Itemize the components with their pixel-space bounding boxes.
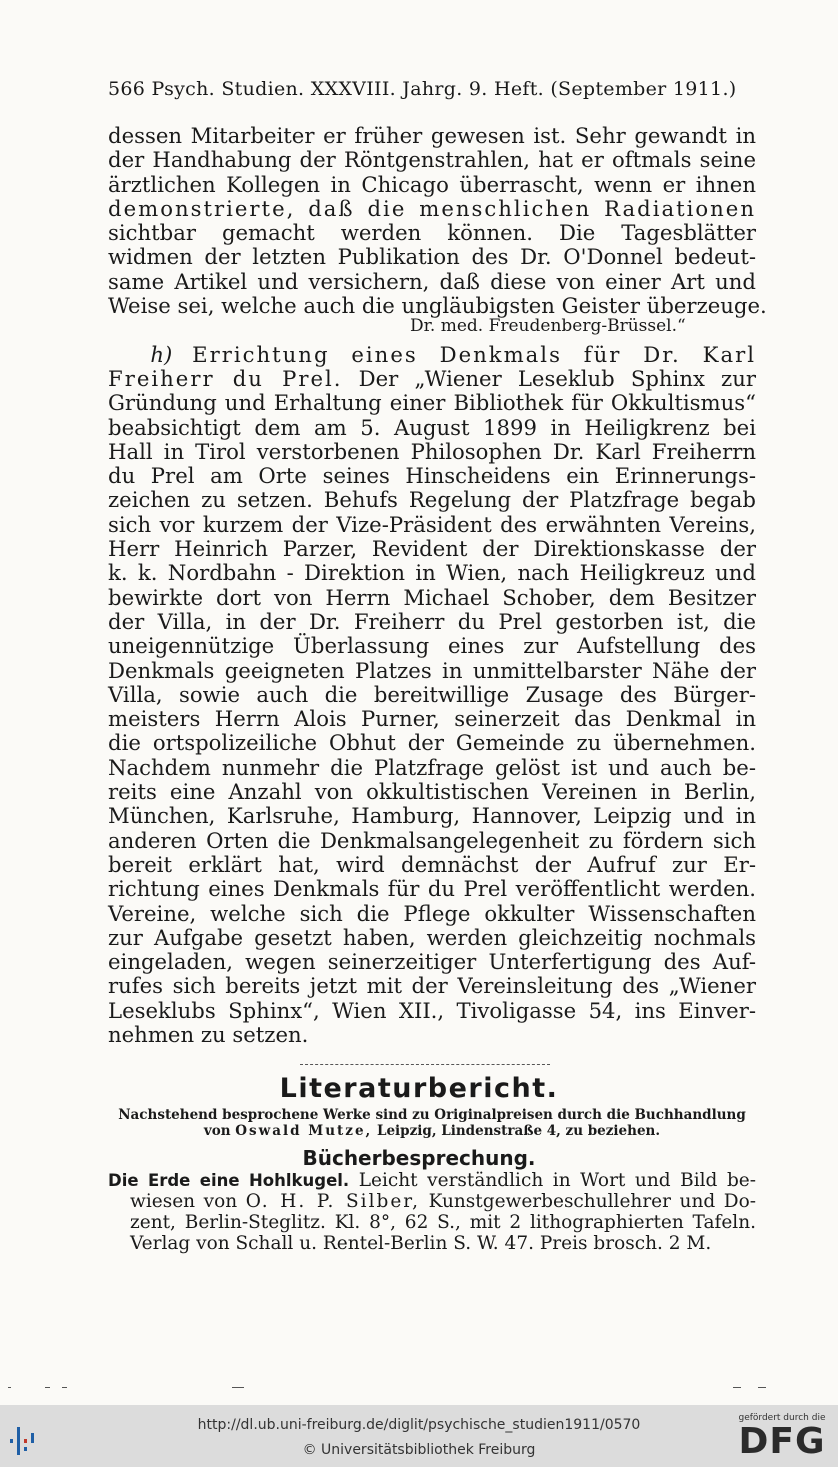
paragraph-heading: Errichtung eines Denkmals für Dr. Karl bbox=[192, 341, 756, 367]
text-line: same Artikel und versichern, daß diese von einer Art und bbox=[108, 268, 756, 294]
text-line: zeichen zu setzen. Behufs Regelung der Platzfrage begab bbox=[108, 487, 756, 513]
paragraph-heading-line bbox=[108, 343, 756, 367]
publisher-name: Oswald Mutze, bbox=[235, 1123, 373, 1139]
section-note-line bbox=[108, 1123, 756, 1139]
text-line: Leseklubs Sphinx“, Wien XII., Tivoligasse 54, ins Einver- bbox=[108, 997, 756, 1023]
dfg-wordmark: DFG bbox=[738, 1421, 826, 1462]
text-line: Herr Heinrich Parzer, Revident der Direktionskasse der bbox=[108, 536, 756, 562]
text-fragment: von bbox=[203, 1123, 231, 1139]
paragraph-label: h) bbox=[150, 341, 173, 367]
text-line: die ortspolizeiliche Obhut der Gemeinde zu übernehmen. bbox=[108, 730, 756, 756]
text-fragment: Kunstgewerbeschullehrer und Do- bbox=[428, 1191, 756, 1212]
text-line: reits eine Anzahl von okkultistischen Vereinen in Berlin, bbox=[108, 779, 756, 805]
text-fragment: Leipzig, Lindenstraße 4, zu beziehen. bbox=[376, 1123, 661, 1139]
text-line: der Handhabung der Röntgenstrahlen, hat er oftmals seine bbox=[108, 147, 756, 173]
heading-continuation: Freiherr du Prel. bbox=[108, 365, 343, 391]
text-line: Denkmals geeigneten Platzes in unmittelbarster Nähe der bbox=[108, 657, 756, 683]
text-line: demonstrierte, daß die menschlichen Radiationen bbox=[108, 195, 756, 221]
text-line: München, Karlsruhe, Hamburg, Hannover, Leipzig und in bbox=[108, 803, 756, 829]
text-line: der Villa, in der Dr. Freiherr du Prel gestorben ist, die bbox=[108, 608, 756, 634]
text-line: nehmen zu setzen. bbox=[108, 1021, 309, 1047]
review-line: Verlag von Schall u. Rentel-Berlin S. W. 47. Preis brosch. 2 M. bbox=[130, 1233, 712, 1254]
signature: Dr. med. Freudenberg-Brüssel.“ bbox=[410, 316, 686, 336]
text-line: sich vor kurzem der Vize-Präsident des erwähnten Vereins, bbox=[108, 511, 756, 537]
digitization-footer bbox=[0, 1405, 838, 1467]
running-head: 566 Psych. Studien. XXXVIII. Jahrg. 9. Heft. (September 1911.) bbox=[108, 78, 737, 100]
text-line: zur Aufgabe gesetzt haben, werden gleichzeitig nochmals bbox=[108, 924, 756, 950]
copyright-notice: © Universitätsbibliothek Freiburg bbox=[302, 1442, 536, 1458]
text-fragment: Der „Wiener Leseklub Sphinx zur bbox=[358, 365, 756, 391]
dfg-logo bbox=[734, 1413, 830, 1461]
text-line: anderen Orten die Denkmalsangelegenheit zu fördern sich bbox=[108, 827, 756, 853]
text-line: richtung eines Denkmals für du Prel veröffentlicht werden. bbox=[108, 876, 756, 902]
source-url-link[interactable]: http://dl.ub.uni-freiburg.de/diglit/psychische_studien1911/0570 bbox=[197, 1417, 641, 1433]
section-note bbox=[108, 1107, 756, 1139]
text-line: Villa, sowie auch die bereitwillige Zusage des Bürger- bbox=[108, 681, 756, 707]
text-line: beabsichtigt dem am 5. August 1899 in Heiligkrenz bei bbox=[108, 414, 756, 440]
section-divider bbox=[300, 1064, 550, 1065]
text-line: dessen Mitarbeiter er früher gewesen ist. Sehr gewandt in bbox=[108, 123, 756, 148]
dfg-tagline: gefördert durch die bbox=[738, 1413, 826, 1423]
text-line: widmen der letzten Publikation des Dr. O'Donnel bedeut- bbox=[108, 244, 756, 270]
text-line: Weise sei, welche auch die ungläubigsten Geister überzeuge. bbox=[108, 293, 767, 319]
text-line: Nachdem nunmehr die Platzfrage gelöst ist und auch be- bbox=[108, 754, 756, 780]
text-line: k. k. Nordbahn - Direktion in Wien, nach Heiligkreuz und bbox=[108, 560, 756, 586]
review-line: zent, Berlin-Steglitz. Kl. 8°, 62 S., mit 2 lithographierten Tafeln. bbox=[130, 1212, 756, 1233]
section-title: Literaturbericht. bbox=[279, 1073, 559, 1104]
text-line: ärztlichen Kollegen in Chicago überrascht, wenn er ihnen bbox=[108, 171, 756, 197]
text-line: Gründung und Erhaltung einer Bibliothek für Okkultismus“ bbox=[108, 390, 756, 416]
book-review bbox=[108, 1170, 756, 1254]
text-line: bereit erklärt hat, wird demnächst der Aufruf zur Er- bbox=[108, 851, 756, 877]
section-note-line: Nachstehend besprochene Werke sind zu Originalpreisen durch die Buchhandlung bbox=[118, 1107, 746, 1123]
text-line: rufes sich bereits jetzt mit der Vereinsleitung des „Wiener bbox=[108, 973, 756, 999]
review-author: O. H. P. Silber, bbox=[245, 1191, 420, 1212]
scan-edge-marks bbox=[0, 1382, 838, 1392]
text-line: Vereine, welche sich die Pflege okkulter Wissenschaften bbox=[108, 900, 756, 926]
body-text bbox=[108, 123, 767, 1047]
text-fragment: wiesen von bbox=[130, 1191, 238, 1212]
text-line: meisters Herrn Alois Purner, seinerzeit das Denkmal in bbox=[108, 706, 756, 732]
text-line: uneigennützige Überlassung eines zur Aufstellung des bbox=[108, 633, 756, 659]
text-line: eingeladen, wegen seinerzeitiger Unterfertigung des Auf- bbox=[108, 949, 756, 975]
subsection-title: Bücherbesprechung. bbox=[302, 1146, 536, 1170]
text-line: bewirkte dort von Herrn Michael Schober, dem Besitzer bbox=[108, 584, 756, 610]
text-line: sichtbar gemacht werden können. Die Tagesblätter bbox=[108, 220, 756, 246]
text-line: du Prel am Orte seines Hinscheidens ein Erinnerungs- bbox=[108, 463, 756, 489]
text-line bbox=[108, 367, 756, 391]
review-line bbox=[108, 1170, 756, 1191]
text-fragment: Leicht verständlich in Wort und Bild be- bbox=[358, 1170, 756, 1191]
review-title: Die Erde eine Hohlkugel. bbox=[108, 1171, 350, 1190]
review-line bbox=[108, 1191, 756, 1212]
text-line: Hall in Tirol verstorbenen Philosophen Dr. Karl Freiherrn bbox=[108, 438, 756, 464]
